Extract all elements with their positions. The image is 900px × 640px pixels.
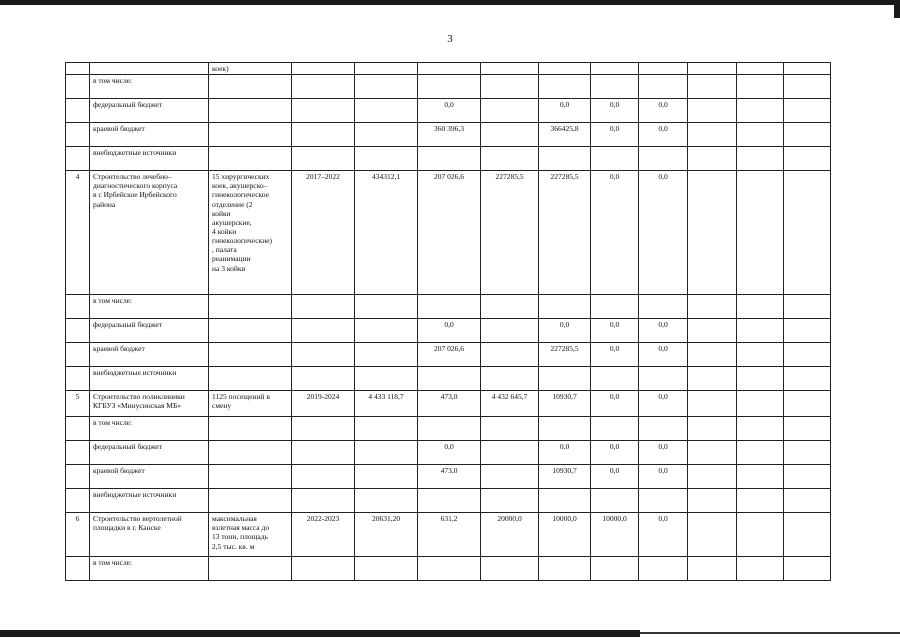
table-cell: 2017–2022 — [292, 171, 355, 295]
table-cell — [418, 367, 481, 391]
table-cell: 0,0 — [591, 465, 639, 489]
table-cell — [688, 319, 737, 343]
table-cell — [355, 489, 418, 513]
table-row — [66, 489, 831, 513]
table-cell — [639, 295, 688, 319]
table-cell — [292, 557, 355, 581]
table-cell — [539, 63, 591, 75]
table-cell — [737, 417, 784, 441]
table-cell — [539, 489, 591, 513]
table-row — [66, 343, 831, 367]
table-cell: 10930,7 — [539, 465, 591, 489]
table-cell — [66, 557, 90, 581]
table-cell — [418, 295, 481, 319]
table-cell — [737, 295, 784, 319]
table-cell — [292, 295, 355, 319]
table-cell — [688, 465, 737, 489]
table-cell: 1125 посещений в смену — [209, 391, 292, 417]
table-cell — [688, 123, 737, 147]
table-row — [66, 465, 831, 489]
table-cell — [209, 319, 292, 343]
table-cell: Строительство вертолетной площадки в г. Канске — [90, 513, 209, 557]
table-cell: 10000,0 — [591, 513, 639, 557]
table-cell — [688, 441, 737, 465]
table-cell — [591, 295, 639, 319]
table-cell: максимальная взлетная масса до 13 тонн, площадь 2,5 тыс. кв. м — [209, 513, 292, 557]
table-cell — [66, 441, 90, 465]
table-cell: федеральный бюджет — [90, 441, 209, 465]
table-cell: 0,0 — [639, 99, 688, 123]
table-cell: федеральный бюджет — [90, 319, 209, 343]
table-cell: 0,0 — [639, 343, 688, 367]
table-cell — [292, 63, 355, 75]
table-cell — [355, 75, 418, 99]
table-cell — [355, 99, 418, 123]
table-row — [66, 295, 831, 319]
table-cell — [66, 147, 90, 171]
table-cell — [784, 465, 831, 489]
table-cell: 15 хирургических коек, акушерско– гинекологическое отделение (2 койки акушерские, 4 койки гинекологические) , палата реанимации на 3 койки — [209, 171, 292, 295]
table-cell: краевой бюджет — [90, 343, 209, 367]
table-cell: краевой бюджет — [90, 465, 209, 489]
table-cell: 0,0 — [591, 391, 639, 417]
table-cell — [292, 319, 355, 343]
scan-edge-bottom-line — [640, 632, 900, 634]
table-cell — [209, 295, 292, 319]
table-cell — [784, 441, 831, 465]
table-cell — [784, 147, 831, 171]
table-cell: 4 432 645,7 — [481, 391, 539, 417]
table-cell — [481, 441, 539, 465]
table-cell: 10000,0 — [539, 513, 591, 557]
table-cell: 0,0 — [591, 319, 639, 343]
table-cell: 227285,5 — [539, 171, 591, 295]
table-cell — [209, 75, 292, 99]
table-cell — [481, 557, 539, 581]
table-cell: Строительство поликлиники КГБУЗ «Минусинская МБ» — [90, 391, 209, 417]
table-row — [66, 147, 831, 171]
table-cell — [292, 99, 355, 123]
table-cell — [784, 513, 831, 557]
table-cell: в том числе: — [90, 557, 209, 581]
table-cell: 0,0 — [418, 441, 481, 465]
table-cell: 0,0 — [539, 99, 591, 123]
table-cell — [481, 489, 539, 513]
table-cell: 0,0 — [591, 123, 639, 147]
table-cell: 20631,20 — [355, 513, 418, 557]
table-cell — [737, 391, 784, 417]
scan-edge-bottom — [0, 630, 640, 637]
table-cell — [355, 557, 418, 581]
table-row — [66, 441, 831, 465]
table-cell: 0,0 — [639, 171, 688, 295]
table-cell: 0,0 — [639, 123, 688, 147]
table-cell — [292, 123, 355, 147]
table-cell — [355, 295, 418, 319]
table-cell — [784, 343, 831, 367]
table-cell — [639, 557, 688, 581]
table-cell — [418, 63, 481, 75]
table-cell: 631,2 — [418, 513, 481, 557]
table-cell — [66, 489, 90, 513]
table-cell — [292, 489, 355, 513]
table-row — [66, 557, 831, 581]
table-cell — [66, 417, 90, 441]
table-cell — [66, 343, 90, 367]
table-cell: внебюджетные источники — [90, 367, 209, 391]
table-cell — [784, 489, 831, 513]
table-cell — [784, 171, 831, 295]
table-cell — [539, 367, 591, 391]
table-cell — [292, 147, 355, 171]
table-cell — [591, 367, 639, 391]
table-cell — [539, 147, 591, 171]
table-cell — [481, 75, 539, 99]
table-cell — [784, 319, 831, 343]
table-cell — [688, 147, 737, 171]
table-cell — [355, 123, 418, 147]
table-cell — [481, 99, 539, 123]
table-cell — [292, 367, 355, 391]
table-cell — [355, 441, 418, 465]
table-cell: 366425,8 — [539, 123, 591, 147]
table-cell — [688, 295, 737, 319]
table-cell: 473,0 — [418, 391, 481, 417]
table-cell: в том числе: — [90, 417, 209, 441]
table-cell — [737, 123, 784, 147]
table-cell: 10930,7 — [539, 391, 591, 417]
table-row — [66, 391, 831, 417]
table-cell: 6 — [66, 513, 90, 557]
table-cell: 0,0 — [639, 513, 688, 557]
table-cell: 227285,5 — [481, 171, 539, 295]
table-cell — [292, 441, 355, 465]
table-cell — [539, 295, 591, 319]
table-cell — [209, 465, 292, 489]
table-cell: 20000,0 — [481, 513, 539, 557]
table-cell — [66, 465, 90, 489]
table-cell — [784, 367, 831, 391]
table-cell: 473,0 — [418, 465, 481, 489]
table-cell: в том числе: — [90, 75, 209, 99]
table-cell: 0,0 — [418, 319, 481, 343]
table-cell — [591, 417, 639, 441]
table-cell — [737, 441, 784, 465]
table-cell — [688, 391, 737, 417]
table-cell: 0,0 — [591, 171, 639, 295]
table-row — [66, 75, 831, 99]
table-cell — [355, 367, 418, 391]
table-cell — [737, 171, 784, 295]
table-row — [66, 367, 831, 391]
table-cell — [209, 123, 292, 147]
table-cell — [66, 295, 90, 319]
table-cell: 0,0 — [639, 319, 688, 343]
table-cell — [481, 343, 539, 367]
table-cell — [539, 75, 591, 99]
table-cell — [481, 319, 539, 343]
table-cell — [66, 63, 90, 75]
table-row — [66, 99, 831, 123]
table-cell: 207 026,6 — [418, 343, 481, 367]
table-cell — [688, 513, 737, 557]
table-cell — [737, 319, 784, 343]
table-cell — [355, 465, 418, 489]
table-row — [66, 319, 831, 343]
table-cell — [688, 343, 737, 367]
table-cell — [639, 489, 688, 513]
table-cell — [737, 75, 784, 99]
table-cell: 227285,5 — [539, 343, 591, 367]
table-cell — [481, 63, 539, 75]
table-cell: в том числе: — [90, 295, 209, 319]
table-cell — [688, 557, 737, 581]
scan-edge-top-right — [894, 0, 900, 18]
table-cell — [292, 465, 355, 489]
table-cell — [688, 489, 737, 513]
table-cell — [209, 147, 292, 171]
table-cell — [209, 367, 292, 391]
table-cell — [737, 99, 784, 123]
table-cell — [737, 557, 784, 581]
table-cell — [737, 489, 784, 513]
table-cell — [66, 319, 90, 343]
table-row — [66, 513, 831, 557]
table-cell — [688, 75, 737, 99]
table-cell — [737, 147, 784, 171]
table-cell — [292, 75, 355, 99]
table-cell — [737, 343, 784, 367]
table-cell — [784, 557, 831, 581]
table-cell — [591, 557, 639, 581]
scan-edge-top — [0, 0, 900, 5]
table-cell: 0,0 — [639, 465, 688, 489]
table-cell — [209, 417, 292, 441]
table-cell — [784, 417, 831, 441]
table-cell: 4 — [66, 171, 90, 295]
table-cell — [418, 557, 481, 581]
table-cell — [292, 343, 355, 367]
table-cell: 434312,1 — [355, 171, 418, 295]
table-cell — [688, 171, 737, 295]
table-cell — [355, 319, 418, 343]
table-cell — [539, 557, 591, 581]
table-cell — [639, 75, 688, 99]
table-cell — [591, 489, 639, 513]
table-cell — [66, 75, 90, 99]
table-cell: Строительство лечебно– диагностического корпуса в с Ирбейское Ирбейского района — [90, 171, 209, 295]
table-cell — [784, 63, 831, 75]
table-cell — [481, 417, 539, 441]
table-cell — [209, 99, 292, 123]
table-cell: 0,0 — [591, 99, 639, 123]
table-cell: 0,0 — [591, 343, 639, 367]
table-cell — [355, 417, 418, 441]
table-cell: 5 — [66, 391, 90, 417]
table-cell — [66, 123, 90, 147]
table-cell — [418, 75, 481, 99]
table-cell — [639, 417, 688, 441]
table-cell: федеральный бюджет — [90, 99, 209, 123]
table-cell — [639, 147, 688, 171]
table-cell: 2022-2023 — [292, 513, 355, 557]
table-cell — [209, 489, 292, 513]
table-cell — [784, 391, 831, 417]
table-cell: 0,0 — [539, 319, 591, 343]
table-cell — [209, 441, 292, 465]
table-cell — [66, 99, 90, 123]
table-cell: внебюджетные источники — [90, 489, 209, 513]
table-cell — [209, 557, 292, 581]
table-cell: 207 026,6 — [418, 171, 481, 295]
table-cell — [688, 367, 737, 391]
table-cell — [688, 99, 737, 123]
table-cell — [737, 465, 784, 489]
table-cell — [784, 123, 831, 147]
table-cell — [66, 367, 90, 391]
table-cell — [784, 75, 831, 99]
table-cell — [292, 417, 355, 441]
table-cell — [688, 417, 737, 441]
table-cell — [539, 417, 591, 441]
table-cell — [481, 295, 539, 319]
table-cell — [639, 63, 688, 75]
page-number: 3 — [447, 33, 453, 45]
table-cell: 0,0 — [418, 99, 481, 123]
table-cell — [737, 63, 784, 75]
table-cell — [481, 367, 539, 391]
table-cell: краевой бюджет — [90, 123, 209, 147]
table-cell: 0,0 — [539, 441, 591, 465]
table-cell: 360 396,3 — [418, 123, 481, 147]
table-cell — [90, 63, 209, 75]
table-cell — [591, 63, 639, 75]
table-cell: 0,0 — [591, 441, 639, 465]
table-row — [66, 63, 831, 75]
table-cell — [481, 123, 539, 147]
table-cell — [481, 465, 539, 489]
table-cell — [784, 99, 831, 123]
table-cell — [688, 63, 737, 75]
table-cell: коек) — [209, 63, 292, 75]
table-row — [66, 123, 831, 147]
table-cell — [784, 295, 831, 319]
table-cell — [591, 75, 639, 99]
table-cell: 0,0 — [639, 391, 688, 417]
table-cell — [355, 147, 418, 171]
table-cell — [737, 367, 784, 391]
budget-table — [65, 62, 831, 581]
table-cell: внебюджетные источники — [90, 147, 209, 171]
table-cell — [481, 147, 539, 171]
table-cell — [355, 63, 418, 75]
table-row — [66, 417, 831, 441]
table-cell — [737, 513, 784, 557]
table-cell — [418, 417, 481, 441]
table-cell: 2019-2024 — [292, 391, 355, 417]
table-cell — [591, 147, 639, 171]
table-cell: 4 433 118,7 — [355, 391, 418, 417]
table-row — [66, 171, 831, 295]
table-cell — [355, 343, 418, 367]
table-cell: 0,0 — [639, 441, 688, 465]
table-cell — [418, 489, 481, 513]
table-cell — [639, 367, 688, 391]
table-cell — [209, 343, 292, 367]
table-cell — [418, 147, 481, 171]
